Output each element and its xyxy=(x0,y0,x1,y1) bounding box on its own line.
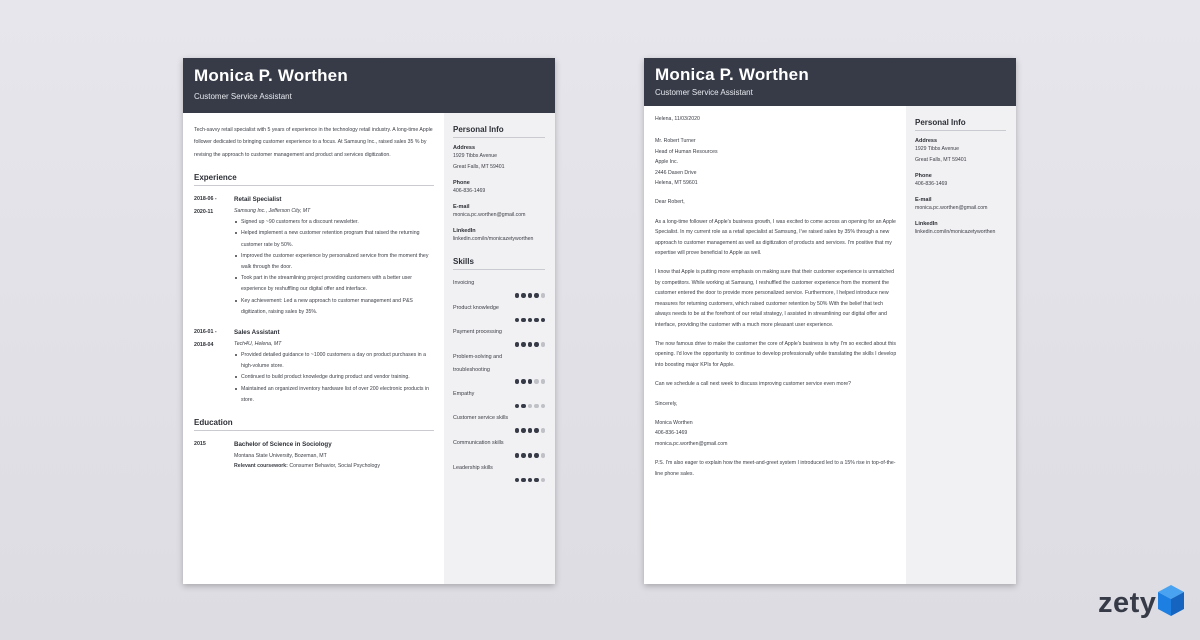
cover-letter-document xyxy=(644,58,1016,584)
skill-name: Problem-solving and troubleshooting xyxy=(453,353,503,373)
letter-sidebar xyxy=(906,106,1016,584)
letter-header xyxy=(644,58,1016,106)
job-bullets xyxy=(234,350,434,406)
rating-dot xyxy=(521,428,526,433)
rating-dot xyxy=(528,342,533,347)
linkedin-value: linkedin.com/in/monicazetyworthen xyxy=(915,229,996,235)
rating-dot xyxy=(515,404,520,409)
skill-name: Empathy xyxy=(453,390,475,397)
rating-dot xyxy=(515,379,520,384)
rating-dot xyxy=(521,478,526,483)
letter-paragraph: As a long-time follower of Apple's business growth, I was excited to come across an opening for an Apple Specialist. In my current role as a retail specialist at Samsung, I've raised sales by 35% through a new approach to customer management as well as digitization of products and services. I'm positive that my expertise will prove beneficial to Apple as well. xyxy=(655,218,896,257)
letter-date: Helena, 11/03/2020 xyxy=(655,116,700,122)
address-line: Great Falls, MT 59401 xyxy=(915,157,967,163)
rating-dot xyxy=(521,379,526,384)
list-item: Signed up ~90 customers for a discount newsletter. xyxy=(234,217,434,228)
education-heading: Education xyxy=(194,418,434,431)
phone-label: Phone xyxy=(915,173,932,179)
skills-heading: Skills xyxy=(453,257,545,270)
rating-dot xyxy=(528,318,533,323)
education-entry xyxy=(194,438,434,472)
address-line: 1929 Tibbs Avenue xyxy=(453,153,498,159)
letter-greeting: Dear Robert, xyxy=(655,199,685,206)
rating-dot xyxy=(541,379,546,384)
rating-dot xyxy=(541,453,546,458)
rating-dot xyxy=(534,478,539,483)
list-item: Provided detailed guidance to ~1000 customers a day on product purchases in a high-volume store. xyxy=(234,350,434,372)
rating-dot xyxy=(534,379,539,384)
letter-closing: Sincerely, xyxy=(655,400,678,407)
skill-name: Product knowledge xyxy=(453,304,499,311)
skill-item xyxy=(453,351,545,388)
address-label: Address xyxy=(453,145,476,151)
rating-dot xyxy=(515,318,520,323)
job-dates: 2016-01 - 2018-04 xyxy=(194,329,217,349)
rating-dot xyxy=(541,428,546,433)
rating-dot xyxy=(521,342,526,347)
job-title: Retail Specialist xyxy=(234,196,282,204)
phone-label: Phone xyxy=(453,180,470,186)
list-item: Took part in the streamlining project providing customers with a better user experience by reshuffling our digital offer and interface. xyxy=(234,273,434,295)
rating-dot xyxy=(515,428,520,433)
skill-item xyxy=(453,462,545,487)
rating-dot xyxy=(528,404,533,409)
skill-item xyxy=(453,302,545,327)
rating-dot xyxy=(528,478,533,483)
rating-dot xyxy=(515,293,520,298)
zety-logo: zety xyxy=(1098,587,1157,619)
resume-sidebar xyxy=(444,113,555,584)
rating-dot xyxy=(534,342,539,347)
skill-rating xyxy=(515,478,546,483)
skill-rating xyxy=(515,428,546,433)
skill-item xyxy=(453,388,545,413)
email-label: E-mail xyxy=(915,197,932,203)
phone-value: 406-836-1469 xyxy=(453,188,486,194)
linkedin-label: LinkedIn xyxy=(915,221,938,227)
resume-document xyxy=(183,58,555,584)
linkedin-label: LinkedIn xyxy=(453,228,476,234)
education-year: 2015 xyxy=(194,441,206,448)
list-item: Continued to build product knowledge during product and vendor training. xyxy=(234,372,434,383)
rating-dot xyxy=(534,318,539,323)
resume-main-column xyxy=(194,124,434,472)
skill-name: Communication skills xyxy=(453,439,504,446)
education-degree: Bachelor of Science in Sociology xyxy=(234,441,332,449)
rating-dot xyxy=(534,293,539,298)
letter-paragraph: The now famous drive to make the customer the core of Apple's business is why I'm so excited about this opening. I'd love the opportunity to continue to develop professionally while translating the skills I develop into boosting major KPIs for Apple. xyxy=(655,340,897,368)
cube-icon xyxy=(1156,583,1186,621)
rating-dot xyxy=(541,342,546,347)
skill-rating xyxy=(515,453,546,458)
email-value: monica.pc.worthen@gmail.com xyxy=(453,212,526,218)
skill-name: Payment processing xyxy=(453,329,502,336)
letter-paragraph: I know that Apple is putting more emphasis on making sure that their customer experience is unmatched by competitors. While working at Samsung, I reshuffled the customer experience from the moment the customer entered the door to provide more personalized service. Furthermore, I helped introduce new measures for returning customers, which raised customer retention by 50% With the belief that tech always needs to be at the forefront of our retail strategy, I assisted in streamlining our digital offer and interface, providing the customer with a much more pleasant user experience. xyxy=(655,269,895,328)
job-entry xyxy=(194,193,434,318)
skill-name: Leadership skills xyxy=(453,464,493,471)
rating-dot xyxy=(534,428,539,433)
list-item: Helped implement a new customer retention program that raised the returning customer rate by 50%. xyxy=(234,228,434,250)
rating-dot xyxy=(521,318,526,323)
letter-postscript: P.S. I'm also eager to explain how the meet-and-greet system I introduced led to a 15% rise in top-of-the-line phone sales. xyxy=(655,460,896,477)
skill-item xyxy=(453,437,545,462)
skill-item xyxy=(453,277,545,302)
address-line: Great Falls, MT 59401 xyxy=(453,164,505,170)
letter-job-title: Customer Service Assistant xyxy=(655,88,753,97)
list-item: Improved the customer experience by personalized service from the moment they walk through the door. xyxy=(234,251,434,273)
education-school: Montana State University, Bozeman, MT xyxy=(234,453,327,460)
job-company: Tech4U, Helena, MT xyxy=(234,341,282,348)
letter-name: Monica P. Worthen xyxy=(655,65,809,84)
phone-value: 406-836-1469 xyxy=(915,181,948,187)
resume-name: Monica P. Worthen xyxy=(194,66,348,85)
letter-paragraph: Can we schedule a call next week to discuss improving customer service even more? xyxy=(655,381,852,388)
rating-dot xyxy=(534,453,539,458)
list-item: Maintained an organized inventory hardware list of over 200 electronic products in store. xyxy=(234,384,434,406)
job-dates: 2018-06 - 2020-11 xyxy=(194,196,217,216)
personal-info-heading: Personal Info xyxy=(915,118,1006,131)
job-entry xyxy=(194,326,434,406)
job-bullets xyxy=(234,217,434,318)
rating-dot xyxy=(528,379,533,384)
rating-dot xyxy=(528,453,533,458)
resume-summary: Tech-savvy retail specialist with 5 years of experience in the technology retail industry. A long-time Apple follower dedicated to bringing customer experience to a focus. At Samsung Inc., raised sales 35 % by revising the approach to customer management and product and services digitization. xyxy=(194,127,433,158)
email-label: E-mail xyxy=(453,204,470,210)
job-company: Samsung Inc., Jefferson City, MT xyxy=(234,208,311,215)
skill-rating xyxy=(515,379,546,384)
skill-rating xyxy=(515,342,546,347)
rating-dot xyxy=(541,404,546,409)
rating-dot xyxy=(541,293,546,298)
rating-dot xyxy=(515,453,520,458)
address-label: Address xyxy=(915,138,938,144)
rating-dot xyxy=(515,342,520,347)
rating-dot xyxy=(521,404,526,409)
linkedin-value: linkedin.com/in/monicazetyworthen xyxy=(453,236,534,242)
job-title: Sales Assistant xyxy=(234,329,280,337)
skill-name: Customer service skills xyxy=(453,415,509,422)
rating-dot xyxy=(541,478,546,483)
address-line: 1929 Tibbs Avenue xyxy=(915,146,960,152)
rating-dot xyxy=(515,478,520,483)
experience-heading: Experience xyxy=(194,173,434,186)
skill-item xyxy=(453,412,545,437)
skill-rating xyxy=(515,318,546,323)
rating-dot xyxy=(521,293,526,298)
skill-name: Invoicing xyxy=(453,280,475,286)
resume-header xyxy=(183,58,555,113)
letter-signature: Monica Worthen 406-836-1469 monica.pc.worthen@gmail.com xyxy=(655,419,728,447)
email-value: monica.pc.worthen@gmail.com xyxy=(915,205,988,211)
letter-recipient: Mr. Robert Turner Head of Human Resources Apple Inc. 2446 Dasen Drive Helena, MT 59601 xyxy=(655,138,718,187)
personal-info-heading: Personal Info xyxy=(453,125,545,138)
skills-list xyxy=(453,277,545,486)
skill-rating xyxy=(515,293,546,298)
rating-dot xyxy=(521,453,526,458)
skill-rating xyxy=(515,404,546,409)
rating-dot xyxy=(541,318,546,323)
rating-dot xyxy=(528,293,533,298)
rating-dot xyxy=(528,428,533,433)
letter-body xyxy=(655,114,900,488)
skill-item xyxy=(453,326,545,351)
rating-dot xyxy=(534,404,539,409)
list-item: Key achievement: Led a new approach to customer management and P&S digitization, raising sales by 35%. xyxy=(234,296,434,318)
resume-job-title: Customer Service Assistant xyxy=(194,92,292,101)
education-coursework: Relevant coursework: Consumer Behavior, Social Psychology xyxy=(234,463,380,470)
